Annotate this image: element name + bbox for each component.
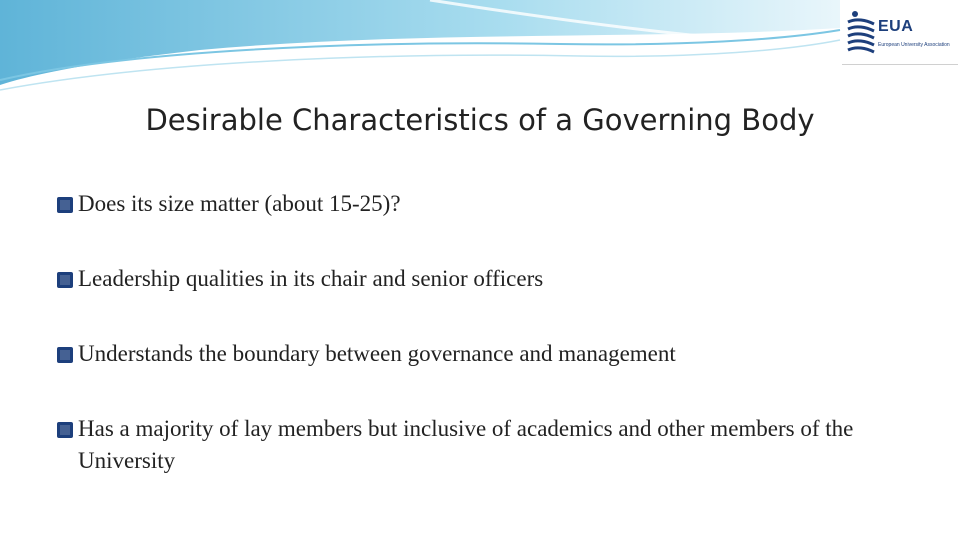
- checkbox-square-icon: [56, 196, 74, 214]
- eua-logo: [842, 4, 958, 65]
- bullet-text: Understands the boundary between governance and management: [78, 341, 676, 366]
- header-swoosh-decoration: [0, 0, 960, 100]
- checkbox-square-icon: [56, 346, 74, 364]
- bullet-item: [56, 263, 906, 295]
- bullet-text: Has a majority of lay members but inclusive of academics and other members of the University: [78, 416, 854, 473]
- eua-logo-mark-icon: [846, 8, 876, 58]
- bullet-item: [56, 188, 906, 220]
- bullet-item: [56, 338, 906, 370]
- bullet-item: [56, 413, 906, 477]
- bullet-text: Leadership qualities in its chair and senior officers: [78, 266, 544, 291]
- logo-name: EUA: [878, 18, 914, 35]
- bullet-text: Does its size matter (about 15-25)?: [78, 191, 401, 216]
- slide-title: Desirable Characteristics of a Governing Body: [145, 103, 815, 137]
- checkbox-square-icon: [56, 421, 74, 439]
- logo-subtitle: European University Association: [878, 42, 950, 48]
- checkbox-square-icon: [56, 271, 74, 289]
